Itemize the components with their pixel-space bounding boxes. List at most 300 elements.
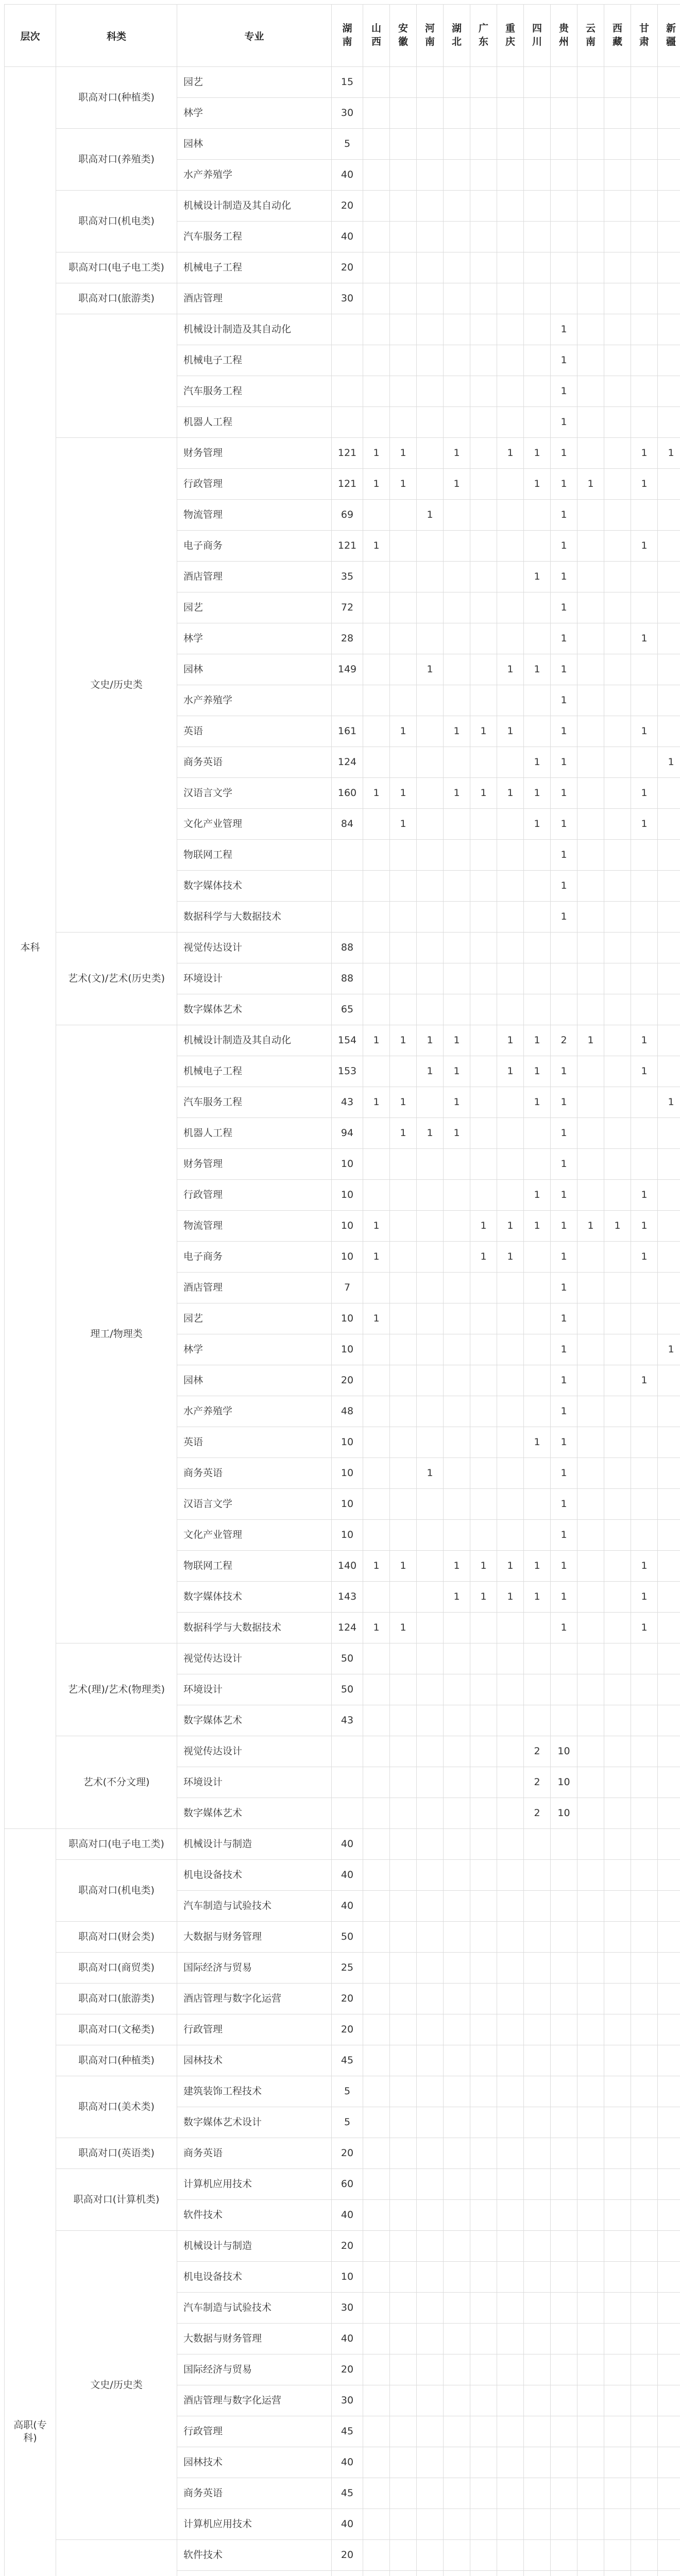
major-cell: 物联网工程 xyxy=(177,840,332,871)
quota-cell: 30 xyxy=(332,2385,363,2416)
quota-cell xyxy=(524,500,551,531)
quota-cell xyxy=(444,531,470,562)
quota-cell: 1 xyxy=(551,1489,577,1520)
quota-cell xyxy=(390,1767,417,1798)
quota-cell: 1 xyxy=(444,1582,470,1613)
quota-cell xyxy=(577,129,604,160)
quota-cell: 40 xyxy=(332,222,363,252)
quota-cell xyxy=(631,222,658,252)
quota-cell xyxy=(577,2540,604,2571)
quota-cell xyxy=(417,531,444,562)
quota-cell: 94 xyxy=(332,1118,363,1149)
quota-cell xyxy=(390,963,417,994)
quota-cell xyxy=(417,1303,444,1334)
quota-cell xyxy=(497,1674,524,1705)
quota-cell xyxy=(470,2293,497,2324)
enrollment-table xyxy=(4,4,680,2576)
quota-cell xyxy=(604,685,631,716)
quota-cell xyxy=(390,1736,417,1767)
quota-cell xyxy=(444,2045,470,2076)
quota-cell xyxy=(551,191,577,222)
quota-cell xyxy=(631,2262,658,2293)
quota-cell xyxy=(470,191,497,222)
quota-cell: 88 xyxy=(332,933,363,963)
quota-cell xyxy=(577,2107,604,2138)
quota-cell: 45 xyxy=(332,2416,363,2447)
header-province: 河 南 xyxy=(417,5,444,67)
major-cell: 环境设计 xyxy=(177,1767,332,1798)
table-row xyxy=(5,1025,680,1056)
quota-cell: 1 xyxy=(551,685,577,716)
quota-cell xyxy=(631,252,658,283)
quota-cell: 1 xyxy=(551,1242,577,1273)
quota-cell xyxy=(363,376,390,407)
quota-cell xyxy=(497,1489,524,1520)
quota-cell xyxy=(604,1767,631,1798)
quota-cell xyxy=(444,623,470,654)
quota-cell xyxy=(577,1736,604,1767)
quota-cell: 1 xyxy=(524,1211,551,1242)
quota-cell: 1 xyxy=(363,778,390,809)
table-row xyxy=(5,2014,680,2045)
quota-cell: 1 xyxy=(390,1613,417,1643)
quota-cell xyxy=(363,685,390,716)
quota-cell xyxy=(390,2571,417,2576)
quota-cell xyxy=(577,1643,604,1674)
table-row xyxy=(5,283,680,314)
quota-cell xyxy=(497,98,524,129)
quota-cell xyxy=(390,592,417,623)
major-cell: 行政管理 xyxy=(177,2416,332,2447)
category-cell: 职高对口(电子电工类) xyxy=(56,252,177,283)
quota-cell: 20 xyxy=(332,2231,363,2262)
quota-cell xyxy=(470,1767,497,1798)
quota-cell xyxy=(363,129,390,160)
quota-cell xyxy=(604,1087,631,1118)
quota-cell: 121 xyxy=(332,469,363,500)
quota-cell xyxy=(604,1180,631,1211)
quota-cell xyxy=(363,716,390,747)
quota-cell xyxy=(577,2200,604,2231)
quota-cell xyxy=(417,592,444,623)
quota-cell xyxy=(551,2014,577,2045)
quota-cell: 1 xyxy=(363,1551,390,1582)
quota-cell: 1 xyxy=(497,654,524,685)
quota-cell xyxy=(417,1520,444,1551)
major-cell: 数字媒体艺术 xyxy=(177,1798,332,1829)
quota-cell xyxy=(417,469,444,500)
quota-cell xyxy=(332,840,363,871)
quota-cell xyxy=(631,314,658,345)
quota-cell xyxy=(577,191,604,222)
table-row xyxy=(5,2045,680,2076)
quota-cell xyxy=(658,654,680,685)
quota-cell xyxy=(551,2509,577,2540)
quota-cell xyxy=(631,1736,658,1767)
quota-cell xyxy=(524,2138,551,2169)
quota-cell xyxy=(604,1922,631,1953)
quota-cell xyxy=(470,1427,497,1458)
quota-cell xyxy=(604,2447,631,2478)
quota-cell: 1 xyxy=(551,840,577,871)
quota-cell xyxy=(497,1953,524,1984)
quota-cell xyxy=(417,933,444,963)
quota-cell xyxy=(551,1829,577,1860)
major-cell: 数字媒体艺术 xyxy=(177,994,332,1025)
quota-cell: 1 xyxy=(390,438,417,469)
quota-cell xyxy=(497,314,524,345)
quota-cell xyxy=(470,2014,497,2045)
category-cell: 职高对口(英语类) xyxy=(56,2138,177,2169)
quota-cell xyxy=(417,1829,444,1860)
quota-cell xyxy=(658,1643,680,1674)
quota-cell xyxy=(658,1489,680,1520)
quota-cell xyxy=(551,2571,577,2576)
quota-cell xyxy=(577,871,604,902)
quota-cell xyxy=(390,1922,417,1953)
quota-cell: 5 xyxy=(332,2076,363,2107)
quota-cell xyxy=(658,160,680,191)
quota-cell xyxy=(524,1922,551,1953)
quota-cell xyxy=(417,1551,444,1582)
quota-cell xyxy=(444,1674,470,1705)
quota-cell xyxy=(444,562,470,592)
quota-cell xyxy=(417,407,444,438)
quota-cell xyxy=(631,376,658,407)
quota-cell xyxy=(470,871,497,902)
major-cell: 视觉传达设计 xyxy=(177,1643,332,1674)
quota-cell xyxy=(577,2076,604,2107)
quota-cell xyxy=(390,500,417,531)
quota-cell xyxy=(524,129,551,160)
quota-cell xyxy=(658,283,680,314)
quota-cell: 43 xyxy=(332,1087,363,1118)
table-row xyxy=(5,1953,680,1984)
quota-cell xyxy=(363,67,390,98)
quota-cell xyxy=(577,2478,604,2509)
quota-cell xyxy=(604,2169,631,2200)
category-cell: 职高对口(养殖类) xyxy=(56,129,177,191)
quota-cell xyxy=(444,1736,470,1767)
quota-cell xyxy=(417,2509,444,2540)
quota-cell: 1 xyxy=(390,1025,417,1056)
quota-cell xyxy=(417,1798,444,1829)
quota-cell xyxy=(577,1520,604,1551)
major-cell: 软件技术 xyxy=(177,2200,332,2231)
quota-cell xyxy=(417,2385,444,2416)
quota-cell xyxy=(604,283,631,314)
major-cell: 林学 xyxy=(177,1334,332,1365)
quota-cell: 1 xyxy=(551,1551,577,1582)
quota-cell: 15 xyxy=(332,67,363,98)
quota-cell xyxy=(658,592,680,623)
quota-cell xyxy=(524,2262,551,2293)
quota-cell xyxy=(444,2324,470,2354)
quota-cell: 1 xyxy=(444,1087,470,1118)
quota-cell xyxy=(577,1674,604,1705)
category-cell: 职高对口(计算机类) xyxy=(56,2169,177,2231)
quota-cell xyxy=(470,67,497,98)
quota-cell: 1 xyxy=(363,1211,390,1242)
quota-cell xyxy=(604,562,631,592)
quota-cell xyxy=(497,1273,524,1303)
quota-cell xyxy=(470,129,497,160)
quota-cell xyxy=(390,933,417,963)
quota-cell xyxy=(631,1705,658,1736)
quota-cell xyxy=(390,407,417,438)
quota-cell xyxy=(658,1674,680,1705)
quota-cell: 2 xyxy=(524,1736,551,1767)
quota-cell xyxy=(417,345,444,376)
major-cell: 机器人工程 xyxy=(177,407,332,438)
major-cell: 环境设计 xyxy=(177,1674,332,1705)
quota-cell xyxy=(631,191,658,222)
quota-cell xyxy=(444,1149,470,1180)
quota-cell xyxy=(390,2540,417,2571)
quota-cell xyxy=(604,2014,631,2045)
quota-cell xyxy=(363,1273,390,1303)
quota-cell xyxy=(604,1489,631,1520)
quota-cell xyxy=(417,963,444,994)
category-cell: 职高对口(机电类) xyxy=(56,1860,177,1922)
quota-cell xyxy=(631,592,658,623)
quota-cell xyxy=(577,500,604,531)
quota-cell: 121 xyxy=(332,531,363,562)
quota-cell xyxy=(363,1829,390,1860)
quota-cell: 10 xyxy=(551,1798,577,1829)
quota-cell xyxy=(470,1674,497,1705)
quota-cell xyxy=(497,747,524,778)
quota-cell: 1 xyxy=(551,592,577,623)
quota-cell xyxy=(363,2447,390,2478)
quota-cell xyxy=(444,2509,470,2540)
quota-cell: 10 xyxy=(332,1149,363,1180)
category-cell: 职高对口(美术类) xyxy=(56,2076,177,2138)
quota-cell xyxy=(604,191,631,222)
quota-cell xyxy=(390,1273,417,1303)
quota-cell xyxy=(604,531,631,562)
quota-cell xyxy=(631,1767,658,1798)
quota-cell: 1 xyxy=(551,1582,577,1613)
quota-cell xyxy=(390,1984,417,2014)
table-row xyxy=(5,2169,680,2200)
quota-cell xyxy=(390,1211,417,1242)
quota-cell xyxy=(444,67,470,98)
quota-cell xyxy=(470,222,497,252)
major-cell: 行政管理 xyxy=(177,1180,332,1211)
major-cell: 电子商务 xyxy=(177,1242,332,1273)
quota-cell xyxy=(390,222,417,252)
quota-cell xyxy=(363,2200,390,2231)
quota-cell xyxy=(497,469,524,500)
quota-cell: 1 xyxy=(444,716,470,747)
quota-cell xyxy=(604,871,631,902)
quota-cell xyxy=(417,67,444,98)
quota-cell xyxy=(470,1520,497,1551)
quota-cell xyxy=(363,1736,390,1767)
quota-cell xyxy=(658,1767,680,1798)
quota-cell xyxy=(497,1118,524,1149)
quota-cell xyxy=(444,2014,470,2045)
quota-cell xyxy=(417,160,444,191)
quota-cell xyxy=(497,67,524,98)
quota-cell xyxy=(658,2200,680,2231)
quota-cell: 60 xyxy=(332,2169,363,2200)
quota-cell xyxy=(658,1953,680,1984)
quota-cell xyxy=(390,1427,417,1458)
quota-cell xyxy=(470,963,497,994)
quota-cell xyxy=(604,1953,631,1984)
quota-cell xyxy=(658,1736,680,1767)
quota-cell xyxy=(631,2354,658,2385)
quota-cell xyxy=(577,2324,604,2354)
quota-cell xyxy=(577,2509,604,2540)
table-row xyxy=(5,1829,680,1860)
quota-cell xyxy=(417,222,444,252)
quota-cell xyxy=(524,1613,551,1643)
quota-cell xyxy=(577,2293,604,2324)
quota-cell xyxy=(363,191,390,222)
quota-cell: 1 xyxy=(577,469,604,500)
quota-cell: 40 xyxy=(332,160,363,191)
category-cell: 文史/历史类 xyxy=(56,2231,177,2540)
quota-cell xyxy=(551,1984,577,2014)
quota-cell xyxy=(390,2416,417,2447)
major-cell: 物流管理 xyxy=(177,1211,332,1242)
level-cell: 本科 xyxy=(5,67,56,1829)
quota-cell xyxy=(363,2169,390,2200)
quota-cell xyxy=(658,2447,680,2478)
quota-cell xyxy=(470,1798,497,1829)
quota-cell: 1 xyxy=(551,1427,577,1458)
quota-cell xyxy=(497,871,524,902)
quota-cell xyxy=(390,840,417,871)
major-cell: 行政管理 xyxy=(177,2014,332,2045)
major-cell: 行政管理 xyxy=(177,469,332,500)
quota-cell xyxy=(604,2231,631,2262)
quota-cell xyxy=(417,2200,444,2231)
quota-cell xyxy=(604,345,631,376)
quota-cell xyxy=(470,2416,497,2447)
quota-cell xyxy=(444,1334,470,1365)
major-cell: 商务英语 xyxy=(177,747,332,778)
quota-cell xyxy=(444,2231,470,2262)
quota-cell xyxy=(524,1458,551,1489)
quota-cell xyxy=(658,963,680,994)
quota-cell xyxy=(417,1489,444,1520)
quota-cell xyxy=(577,1860,604,1891)
quota-cell xyxy=(444,1520,470,1551)
quota-cell xyxy=(658,1705,680,1736)
quota-cell xyxy=(577,1489,604,1520)
quota-cell: 1 xyxy=(497,716,524,747)
quota-cell xyxy=(390,1365,417,1396)
category-cell: 职高对口(种植类) xyxy=(56,2045,177,2076)
quota-cell xyxy=(524,2509,551,2540)
quota-cell: 1 xyxy=(551,376,577,407)
quota-cell xyxy=(363,1489,390,1520)
quota-cell xyxy=(658,222,680,252)
quota-cell xyxy=(417,283,444,314)
quota-cell xyxy=(497,2478,524,2509)
quota-cell xyxy=(363,252,390,283)
table-row xyxy=(5,2540,680,2571)
quota-cell: 30 xyxy=(332,2293,363,2324)
quota-cell xyxy=(631,283,658,314)
quota-cell xyxy=(658,1273,680,1303)
quota-cell xyxy=(470,747,497,778)
quota-cell xyxy=(604,1551,631,1582)
quota-cell xyxy=(444,283,470,314)
quota-cell xyxy=(390,314,417,345)
quota-cell xyxy=(524,902,551,933)
quota-cell xyxy=(577,963,604,994)
quota-cell xyxy=(497,685,524,716)
quota-cell xyxy=(631,1149,658,1180)
quota-cell xyxy=(363,2262,390,2293)
quota-cell xyxy=(470,1087,497,1118)
quota-cell: 1 xyxy=(470,716,497,747)
quota-cell xyxy=(551,1953,577,1984)
quota-cell xyxy=(332,314,363,345)
quota-cell xyxy=(417,1396,444,1427)
quota-cell xyxy=(631,994,658,1025)
header-province: 湖 南 xyxy=(332,5,363,67)
quota-cell xyxy=(332,345,363,376)
quota-cell xyxy=(363,314,390,345)
quota-cell: 1 xyxy=(363,438,390,469)
quota-cell xyxy=(577,252,604,283)
quota-cell: 1 xyxy=(631,1365,658,1396)
quota-cell xyxy=(497,2293,524,2324)
major-cell: 机械电子工程 xyxy=(177,252,332,283)
quota-cell xyxy=(444,963,470,994)
quota-cell xyxy=(577,994,604,1025)
major-cell: 大数据与财务管理 xyxy=(177,2324,332,2354)
quota-cell xyxy=(631,562,658,592)
quota-cell xyxy=(470,623,497,654)
quota-cell xyxy=(390,747,417,778)
quota-cell xyxy=(604,623,631,654)
quota-cell xyxy=(444,500,470,531)
quota-cell: 40 xyxy=(332,1891,363,1922)
quota-cell xyxy=(631,1860,658,1891)
major-cell: 财务管理 xyxy=(177,438,332,469)
quota-cell xyxy=(444,376,470,407)
quota-cell xyxy=(658,809,680,840)
quota-cell xyxy=(551,2293,577,2324)
quota-cell xyxy=(631,2385,658,2416)
quota-cell xyxy=(470,314,497,345)
quota-cell xyxy=(497,623,524,654)
major-cell: 园林 xyxy=(177,1365,332,1396)
category-cell: 职高对口(机电类) xyxy=(56,191,177,252)
quota-cell xyxy=(604,1273,631,1303)
quota-cell xyxy=(497,1984,524,2014)
quota-cell: 1 xyxy=(551,1118,577,1149)
quota-cell xyxy=(470,1613,497,1643)
quota-cell xyxy=(417,191,444,222)
quota-cell xyxy=(658,2014,680,2045)
quota-cell: 1 xyxy=(551,1303,577,1334)
quota-cell xyxy=(658,2138,680,2169)
quota-cell: 20 xyxy=(332,1365,363,1396)
quota-cell xyxy=(417,2107,444,2138)
quota-cell xyxy=(604,2324,631,2354)
quota-cell xyxy=(497,407,524,438)
quota-cell xyxy=(551,1705,577,1736)
major-cell: 园林技术 xyxy=(177,2045,332,2076)
